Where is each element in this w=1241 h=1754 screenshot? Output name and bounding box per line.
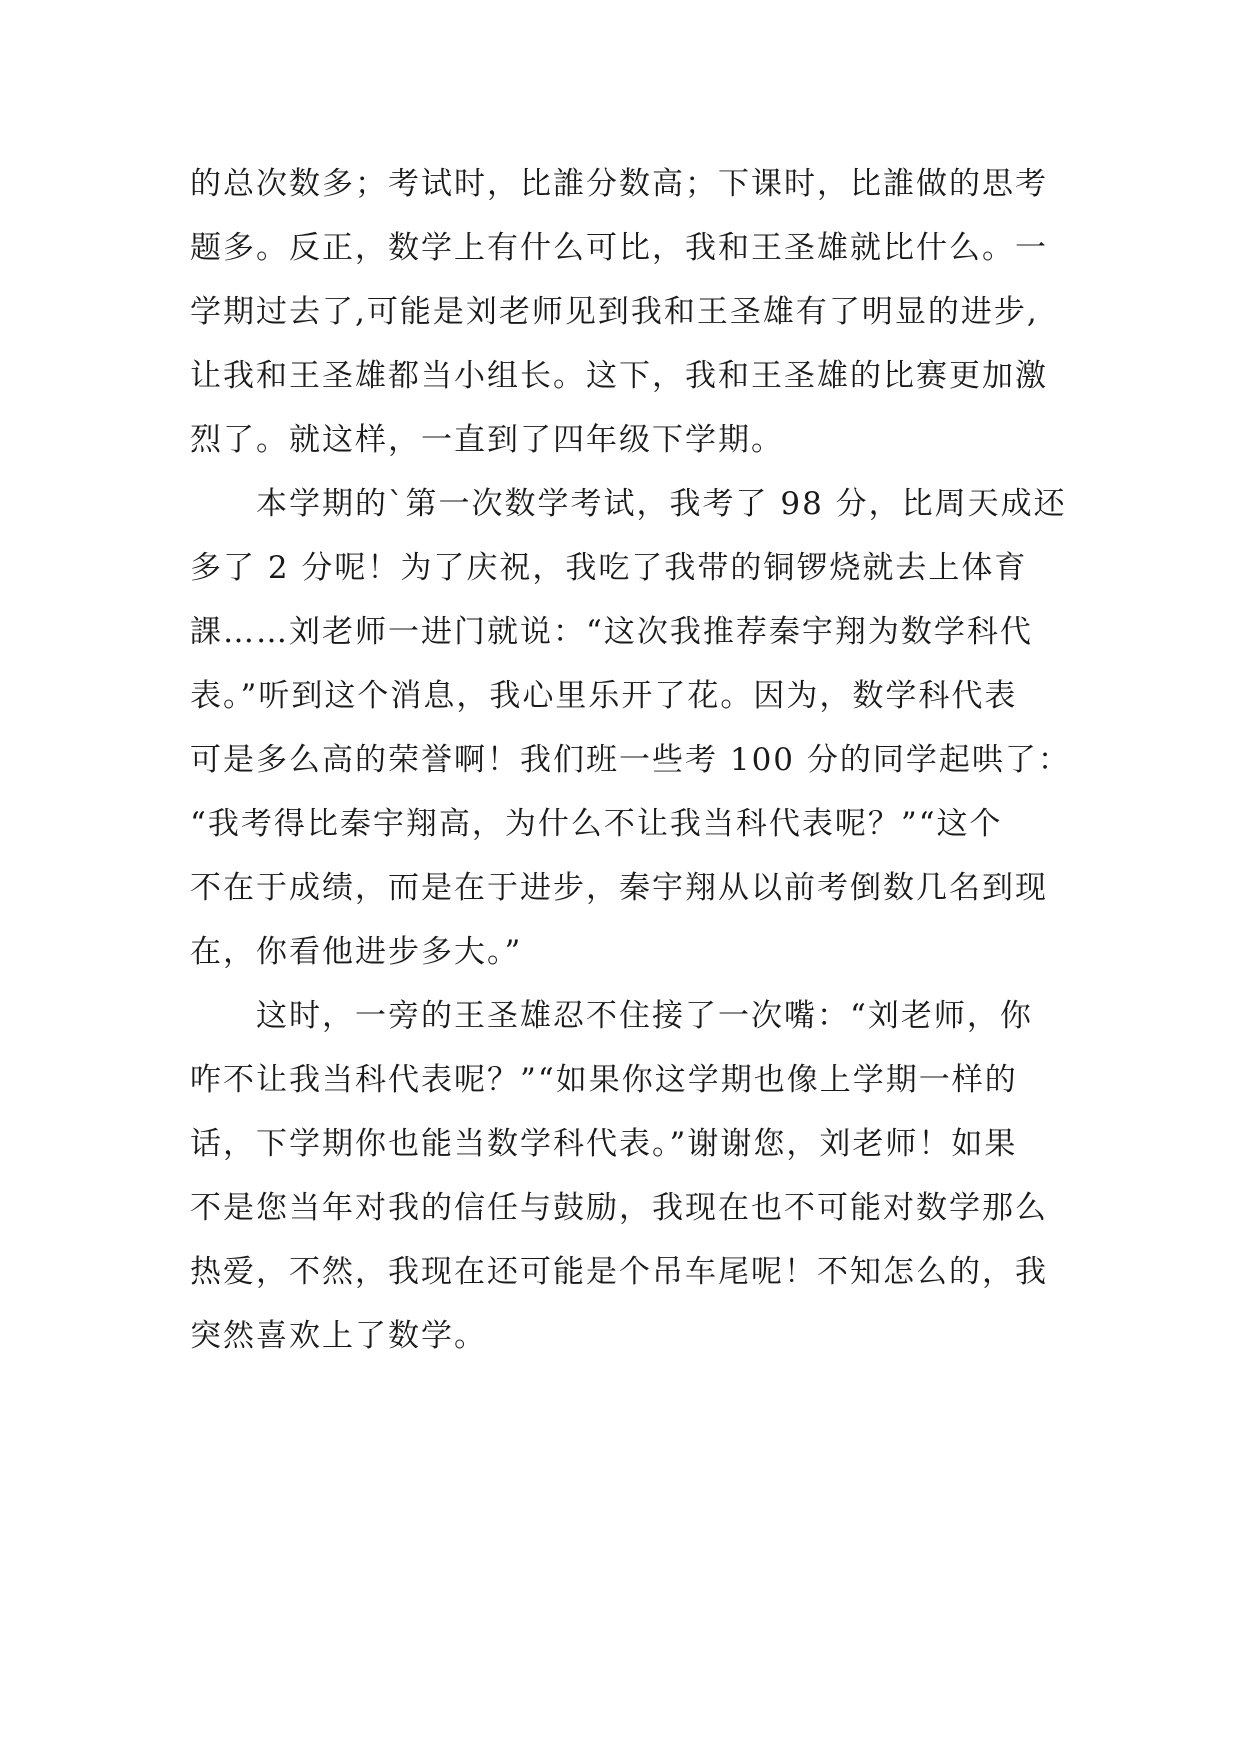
text-line: 本学期的`第一次数学考试，我考了 98 分，比周天成还 bbox=[190, 486, 1067, 522]
text-line: 突然喜欢上了数学。 bbox=[190, 1318, 487, 1354]
text-line: 这时，一旁的王圣雄忍不住接了一次嘴：“刘老师，你 bbox=[190, 998, 1033, 1034]
text-line: 热爱，不然，我现在还可能是个吊车尾呢！不知怎么的，我 bbox=[190, 1254, 1048, 1290]
text-line: 不在于成绩，而是在于进步，秦宇翔从以前考倒数几名到现 bbox=[190, 870, 1048, 906]
text-line: 不是您当年对我的信任与鼓励，我现在也不可能对数学那么 bbox=[190, 1190, 1048, 1226]
body-text bbox=[190, 152, 1090, 1368]
text-line: 的总次数多；考试时，比誰分数高；下课时，比誰做的思考 bbox=[190, 166, 1048, 202]
text-line: 题多。反正，数学上有什么可比，我和王圣雄就比什么。一 bbox=[190, 230, 1048, 266]
text-line: 咋不让我当科代表呢？”“如果你这学期也像上学期一样的 bbox=[190, 1062, 1018, 1098]
text-line: 在，你看他进步多大。” bbox=[190, 934, 523, 970]
text-line: 多了 2 分呢！为了庆祝，我吃了我带的铜锣烧就去上体育 bbox=[190, 550, 1028, 586]
text-line: 可是多么高的荣誉啊！我们班一些考 100 分的同学起哄了： bbox=[190, 742, 1071, 778]
text-line: 话，下学期你也能当数学科代表。”谢谢您，刘老师！如果 bbox=[190, 1126, 1018, 1162]
text-line: 表。”听到这个消息，我心里乐开了花。因为，数学科代表 bbox=[190, 678, 1018, 714]
text-line: 課……刘老师一进门就说：“这次我推荐秦宇翔为数学科代 bbox=[190, 614, 1033, 650]
text-line: 让我和王圣雄都当小组长。这下，我和王圣雄的比赛更加激 bbox=[190, 358, 1048, 394]
text-line: 烈了。就这样，一直到了四年级下学期。 bbox=[190, 422, 784, 458]
text-line: 学期过去了,可能是刘老师见到我和王圣雄有了明显的进步, bbox=[190, 294, 1039, 330]
text-line: “我考得比秦宇翔高，为什么不让我当科代表呢？”“这个 bbox=[190, 806, 1003, 842]
